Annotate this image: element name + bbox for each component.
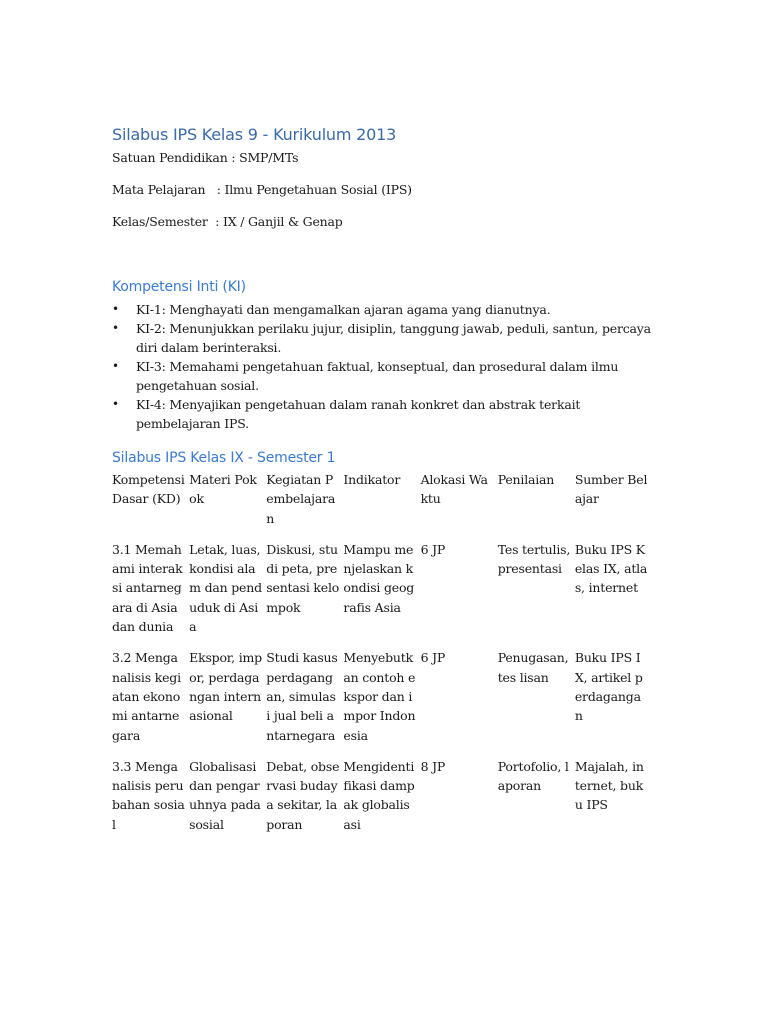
table-row [112,540,652,648]
bullet-icon: • [112,359,119,373]
table-cell: 3.3 Menganalisis perubahan sosial [112,758,185,832]
meta-satuan-pendidikan: Satuan Pendidikan : SMP/MTs [112,150,299,165]
column-header-materi: Materi Pokok [189,472,257,507]
table-cell: 3.1 Memahami interaksi antarnegara di Asia dan dunia [112,541,183,635]
table-row [112,648,652,756]
bullet-icon: • [112,321,119,335]
page-title: Silabus IPS Kelas 9 - Kurikulum 2013 [112,125,397,144]
table-cell: Buku IPS Kelas IX, atlas, internet [574,541,648,596]
table-cell: Penugasan, tes lisan [497,650,569,685]
table-cell: Portofolio, laporan [497,758,569,794]
table-cell: Tes tertulis, presentasi [497,541,571,577]
table-cell: Buku IPS IX, artikel perdagangan [574,650,643,724]
table-cell: Majalah, internet, buku IPS [574,758,644,813]
table-cell: Mengidentifikasi dampak globalisasi [343,758,415,832]
table-cell: Debat, observasi budaya sekitar, laporan [266,758,340,832]
table-cell: 6 JP [420,541,446,557]
table-cell: Globalisasi dan pengaruhnya pada sosial [189,758,261,832]
table-heading: Silabus IPS Kelas IX - Semester 1 [112,450,336,466]
list-item [112,300,652,319]
table-cell: 6 JP [420,650,446,666]
table-cell: 3.2 Menganalisis kegiatan ekonomi antarnegara [112,650,181,743]
ki-item-text: KI-4: Menyajikan pengetahuan dalam ranah konkret dan abstrak terkait pembelajaran IPS. [136,397,581,431]
bullet-icon: • [112,302,119,316]
table-header-row [112,470,652,540]
ki-item-text: KI-1: Menghayati dan mengamalkan ajaran agama yang dianutnya. [136,302,551,317]
list-item [112,319,652,357]
ki-heading: Kompetensi Inti (KI) [112,279,246,295]
column-header-penilaian: Penilaian [497,472,555,487]
ki-item-text: KI-2: Menunjukkan perilaku jujur, disiplin, tanggung jawab, peduli, santun, percaya diri dalam berinteraksi. [136,321,651,355]
table-cell: Ekspor, impor, perdagangan internasional [189,650,262,724]
table-cell: Mampu menjelaskan kondisi geografis Asia [343,541,415,615]
meta-kelas-semester: Kelas/Semester : IX / Ganjil & Genap [112,214,343,229]
list-item [112,395,652,433]
column-header-kegiatan: Kegiatan Pembelajaran [266,472,336,526]
column-header-indikator: Indikator [343,472,401,487]
bullet-icon: • [112,397,119,411]
syllabus-table [112,470,652,846]
table-cell: Diskusi, studi peta, presentasi kelompok [266,541,340,615]
table-cell: Studi kasus perdagangan, simulasi jual beli antarnegara [266,650,338,743]
list-item [112,357,652,395]
column-header-sumber: Sumber Belajar [574,472,648,507]
meta-mata-pelajaran: Mata Pelajaran : Ilmu Pengetahuan Sosial (IPS) [112,182,412,197]
ki-list [112,300,652,433]
table-row [112,757,652,846]
ki-item-text: KI-3: Memahami pengetahuan faktual, konseptual, dan prosedural dalam ilmu pengetahuan sosial. [136,359,619,393]
table-cell: Menyebutkan contoh ekspor dan impor Indonesia [343,650,416,743]
column-header-alokasi: Alokasi Waktu [420,472,488,507]
table-cell: 8 JP [420,758,446,774]
column-header-kd: Kompetensi Dasar (KD) [112,472,185,507]
table-cell: Letak, luas, kondisi alam dan penduduk di Asia [189,541,262,635]
